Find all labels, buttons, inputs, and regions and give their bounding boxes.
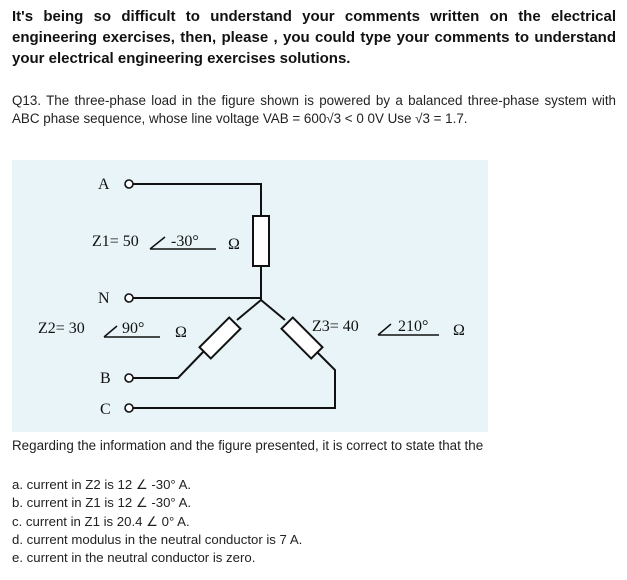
answer-options [12, 476, 302, 567]
z1-unit: Ω [228, 236, 240, 253]
intro-paragraph: It's being so difficult to understand your comments written on the electrical engineering exercises, then, please , you could type your comments to understand your electrical engineering exercises solutions. [12, 8, 616, 67]
z3-angle: 210° [398, 318, 429, 335]
option-d[interactable]: d. current modulus in the neutral conductor is 7 A. [12, 531, 303, 547]
wire-star-z3 [261, 300, 285, 320]
z1-angle: -30° [171, 233, 199, 250]
z2-unit: Ω [175, 324, 187, 341]
option-a[interactable]: a. current in Z2 is 12 ∠ -30° A. [12, 477, 192, 492]
node-n-label: N [98, 290, 110, 307]
z1-prefix: Z1= 50 [92, 233, 139, 250]
z2-impedance [199, 317, 240, 358]
z1-label [92, 233, 240, 253]
terminal-c [125, 404, 133, 412]
circuit-diagram [12, 160, 488, 432]
wire-star-z2 [237, 300, 261, 320]
z2-angle: 90° [122, 320, 145, 337]
option-c[interactable]: c. current in Z1 is 20.4 ∠ 0° A. [12, 513, 190, 529]
z2-prefix: Z2= 30 [38, 320, 85, 337]
circuit-wires [133, 184, 335, 408]
z3-unit: Ω [453, 322, 465, 339]
node-c-label: C [100, 401, 111, 418]
z1-impedance [253, 216, 269, 266]
question-text: Q13. The three-phase load in the figure shown is powered by a balanced three-phase system with ABC phase sequence, whose line voltage VAB = 600√3 < 0 0V Use √3 = 1.7. [12, 93, 616, 126]
wire-b [133, 350, 205, 378]
node-a-label: A [98, 176, 110, 193]
z2-label [38, 320, 187, 341]
option-b[interactable]: b. current in Z1 is 12 ∠ -30° A. [12, 495, 192, 511]
terminal-a [125, 180, 133, 188]
z3-label [312, 318, 465, 339]
z3-prefix: Z3= 40 [312, 318, 359, 335]
circuit-figure [12, 160, 488, 432]
wire-a [133, 184, 261, 216]
option-e[interactable]: e. current in the neutral conductor is zero. [12, 550, 256, 566]
node-b-label: B [100, 370, 111, 387]
terminal-n [125, 294, 133, 302]
statement-text: Regarding the information and the figure presented, it is correct to state that the [12, 438, 484, 453]
terminal-b [125, 374, 133, 382]
